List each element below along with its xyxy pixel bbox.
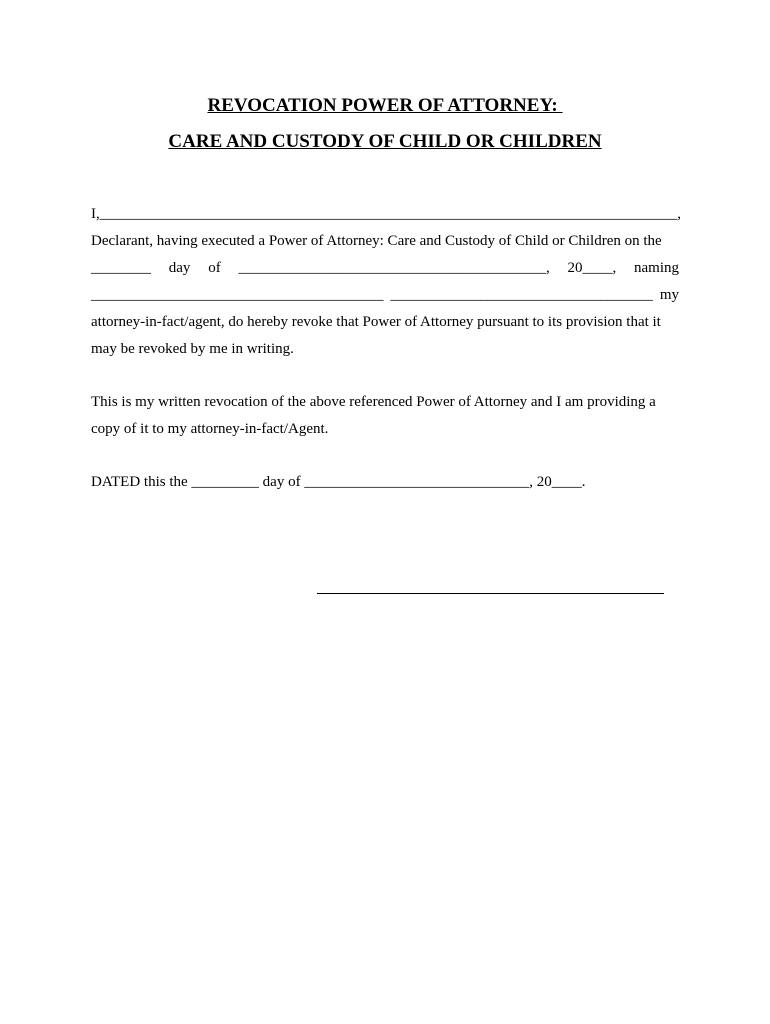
- of-word: of: [208, 260, 221, 276]
- signature-line: [317, 593, 664, 594]
- paragraph1-line6: may be revoked by me in writing.: [91, 341, 294, 357]
- paragraph1-line2: Declarant, having executed a Power of Attorney: Care and Custody of Child or Children on the: [91, 233, 662, 249]
- attorney-name-blank-1: _______________________________________: [91, 287, 384, 303]
- day-blank: ________: [91, 260, 151, 276]
- my-word: my: [659, 287, 679, 303]
- declarant-prefix: I,: [91, 206, 100, 222]
- paragraph1-line1: [91, 205, 679, 223]
- attorney-name-blank-2: ___________________________________: [390, 287, 653, 303]
- paragraph2-line2: copy of it to my attorney-in-fact/Agent.: [91, 421, 329, 437]
- declarant-name-blank: _____________________________________________________________________________,: [99, 206, 681, 222]
- month-blank: _________________________________________,: [238, 260, 550, 276]
- document-title-line1: REVOCATION POWER OF ATTORNEY:: [207, 95, 563, 116]
- paragraph1-line5: attorney-in-fact/agent, do hereby revoke that Power of Attorney pursuant to its provision that it: [91, 314, 661, 330]
- naming-word: naming: [634, 260, 679, 276]
- dated-line: DATED this the _________ day of ______________________________, 20____.: [91, 474, 586, 490]
- year-blank: 20____,: [567, 260, 617, 276]
- document-title-line2: CARE AND CUSTODY OF CHILD OR CHILDREN: [168, 131, 602, 152]
- paragraph1-line4: [91, 286, 679, 304]
- paragraph2-line1: This is my written revocation of the above referenced Power of Attorney and I am providing a: [91, 394, 656, 410]
- paragraph1-line3: [91, 259, 679, 277]
- day-word: day: [168, 260, 191, 276]
